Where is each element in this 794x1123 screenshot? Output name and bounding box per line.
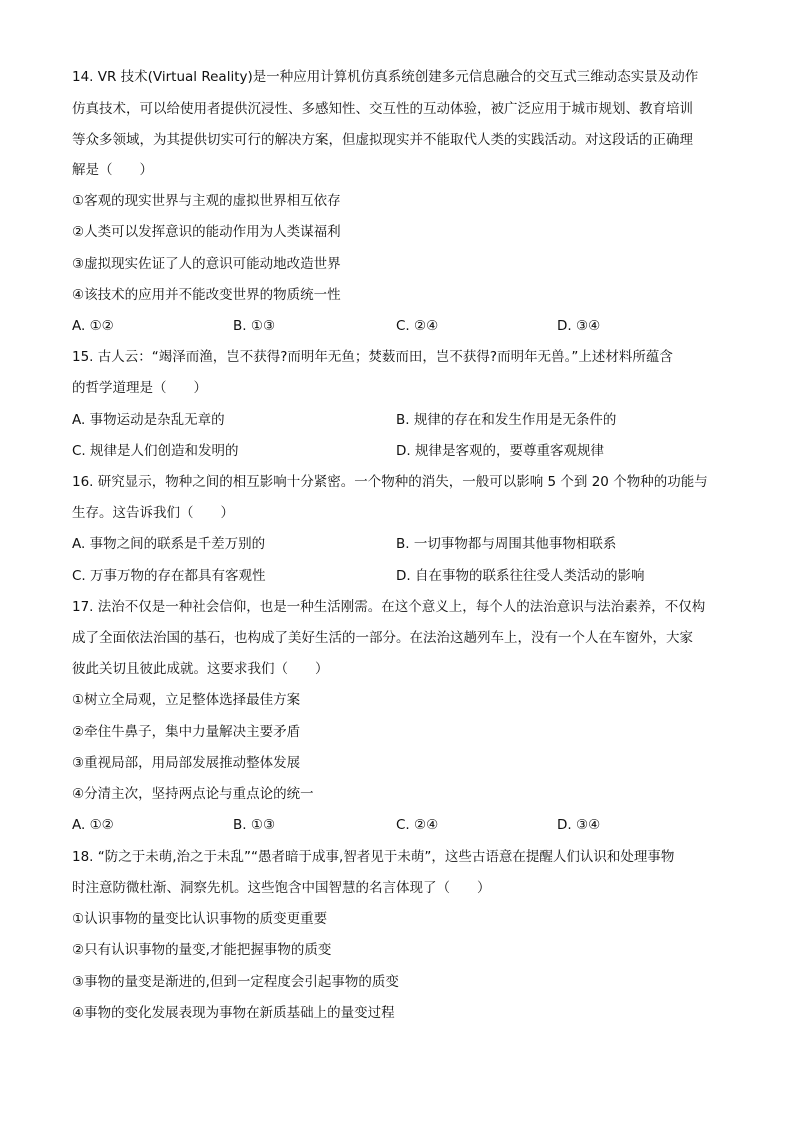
- q17-stem-line-3: 彼此关切且彼此成就。这要求我们（ ）: [72, 661, 329, 677]
- q14-option-c[interactable]: C. ②④: [396, 318, 439, 334]
- q14-statement-1: ①客观的现实世界与主观的虚拟世界相互依存: [72, 193, 341, 209]
- q17-statement-2: ②牵住牛鼻子，集中力量解决主要矛盾: [72, 724, 301, 740]
- q15-option-b[interactable]: B. 规律的存在和发生作用是无条件的: [396, 412, 617, 428]
- q14-option-b[interactable]: B. ①③: [233, 318, 276, 334]
- q16-stem-line-2: 生存。这告诉我们（ ）: [72, 505, 234, 521]
- q18-statement-1: ①认识事物的量变比认识事物的质变更重要: [72, 911, 328, 927]
- q16-option-c[interactable]: C. 万事万物的存在都具有客观性: [72, 568, 266, 584]
- q16-option-a[interactable]: A. 事物之间的联系是千差万别的: [72, 536, 266, 552]
- q15-option-d[interactable]: D. 规律是客观的，要尊重客观规律: [396, 443, 604, 459]
- q14-stem-line-3: 等众多领域，为其提供切实可行的解决方案，但虚拟现实并不能取代人类的实践活动。对这段话的正确理: [72, 132, 693, 148]
- q15-option-a[interactable]: A. 事物运动是杂乱无章的: [72, 412, 225, 428]
- q17-option-d[interactable]: D. ③④: [557, 817, 601, 833]
- q17-option-a[interactable]: A. ①②: [72, 817, 114, 833]
- q17-statement-1: ①树立全局观，立足整体选择最佳方案: [72, 692, 301, 708]
- q18-stem-line-2: 时注意防微杜渐、洞察先机。这些饱含中国智慧的名言体现了（ ）: [72, 880, 491, 896]
- q14-stem-line-1: 14. VR 技术(Virtual Reality)是一种应用计算机仿真系统创建多元信息融合的交互式三维动态实景及动作: [72, 69, 699, 85]
- q16-option-d[interactable]: D. 自在事物的联系往往受人类活动的影响: [396, 568, 645, 584]
- q15-option-c[interactable]: C. 规律是人们创造和发明的: [72, 443, 239, 459]
- q17-statement-3: ③重视局部，用局部发展推动整体发展: [72, 755, 301, 771]
- q14-option-d[interactable]: D. ③④: [557, 318, 601, 334]
- q18-statement-3: ③事物的量变是渐进的,但到一定程度会引起事物的质变: [72, 974, 399, 990]
- q14-statement-3: ③虚拟现实佐证了人的意识可能动地改造世界: [72, 256, 341, 272]
- q18-stem-line-1: 18. “防之于未萌,治之于未乱”“愚者暗于成事,智者见于未萌”，这些古语意在提醒人们认识和处理事物: [72, 849, 675, 865]
- q17-option-c[interactable]: C. ②④: [396, 817, 439, 833]
- q17-stem-line-2: 成了全面依法治国的基石，也构成了美好生活的一部分。在法治这趟列车上，没有一个人在车窗外，大家: [72, 630, 693, 646]
- q14-statement-2: ②人类可以发挥意识的能动作用为人类谋福利: [72, 224, 341, 240]
- q18-statement-4: ④事物的变化发展表现为事物在新质基础上的量变过程: [72, 1005, 395, 1021]
- q16-option-b[interactable]: B. 一切事物都与周围其他事物相联系: [396, 536, 617, 552]
- q17-option-b[interactable]: B. ①③: [233, 817, 276, 833]
- q14-stem-line-2: 仿真技术，可以给使用者提供沉浸性、多感知性、交互性的互动体验，被广泛应用于城市规划、教育培训: [72, 101, 693, 117]
- q16-stem-line-1: 16. 研究显示，物种之间的相互影响十分紧密。一个物种的消失，一般可以影响 5 个到 20 个物种的功能与: [72, 474, 708, 490]
- q14-option-a[interactable]: A. ①②: [72, 318, 114, 334]
- q17-stem-line-1: 17. 法治不仅是一种社会信仰，也是一种生活刚需。在这个意义上，每个人的法治意识与法治素养，不仅构: [72, 599, 706, 615]
- q18-statement-2: ②只有认识事物的量变,才能把握事物的质变: [72, 942, 332, 958]
- q17-statement-4: ④分清主次，坚持两点论与重点论的统一: [72, 786, 314, 802]
- q14-stem-line-4: 解是（ ）: [72, 162, 153, 178]
- q15-stem-line-2: 的哲学道理是（ ）: [72, 380, 207, 396]
- q15-stem-line-1: 15. 古人云：“竭泽而渔，岂不获得?而明年无鱼；焚薮而田，岂不获得?而明年无兽。”上述材料所蕴含: [72, 349, 673, 365]
- q14-statement-4: ④该技术的应用并不能改变世界的物质统一性: [72, 287, 341, 303]
